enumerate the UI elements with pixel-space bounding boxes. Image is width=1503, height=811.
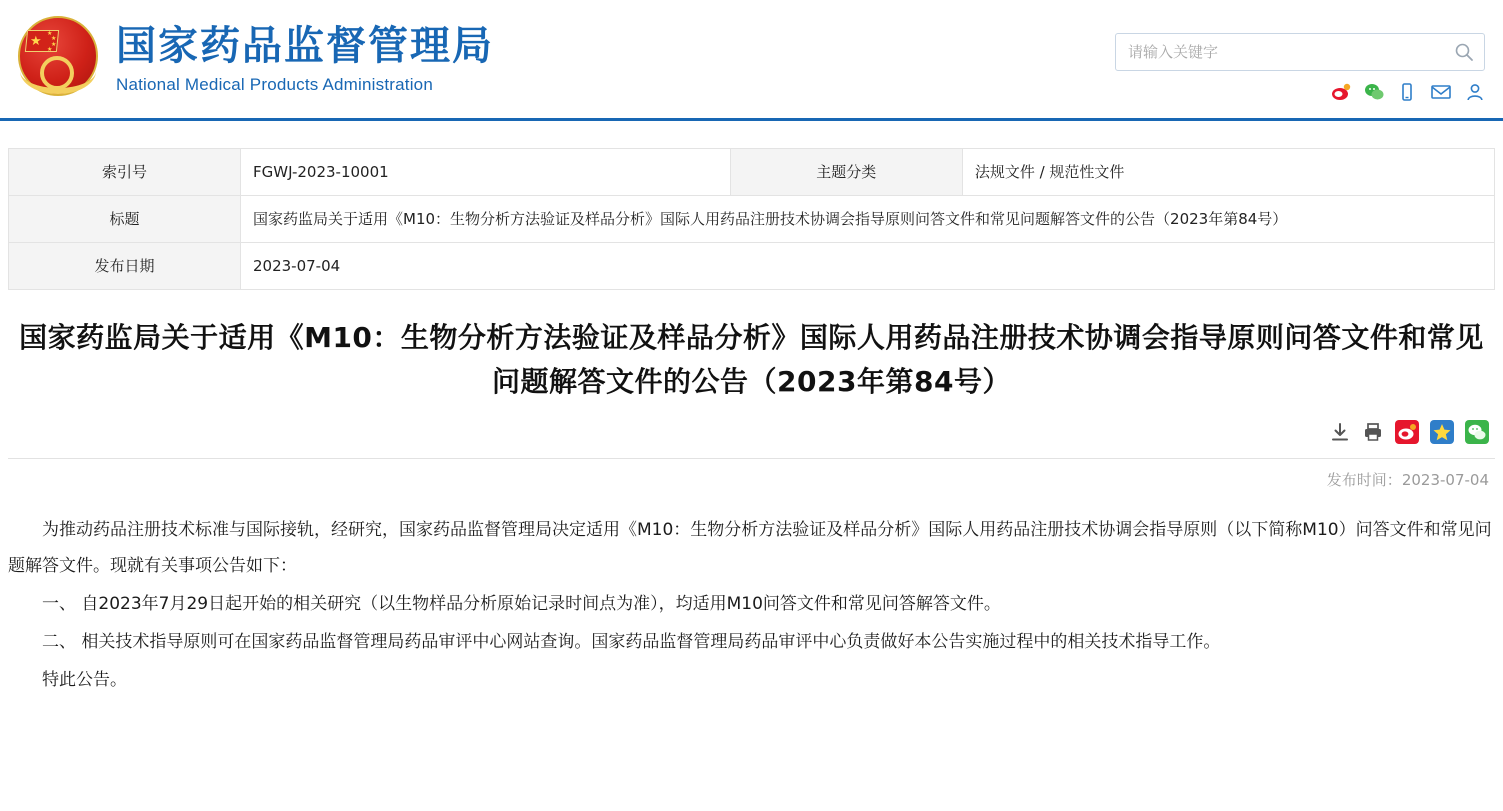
national-emblem-icon: ★ ★ ★ ★ ★ (14, 14, 102, 102)
meta-value-index: FGWJ-2023-10001 (241, 149, 731, 196)
favorite-star-icon[interactable] (1430, 420, 1454, 449)
search-icon[interactable] (1444, 42, 1484, 62)
publish-time-label: 发布时间： (1326, 471, 1402, 489)
table-row (9, 149, 1495, 196)
user-icon[interactable] (1465, 82, 1485, 107)
article-tools (0, 404, 1503, 449)
org-name-cn: 国家药品监督管理局 (116, 23, 494, 69)
org-name-en: National Medical Products Administration (116, 75, 433, 94)
meta-label-index: 索引号 (9, 149, 241, 196)
print-icon[interactable] (1362, 421, 1384, 448)
article-body (0, 490, 1503, 698)
mail-icon[interactable] (1430, 82, 1452, 107)
article-paragraph: 二、 相关技术指导原则可在国家药品监督管理局药品审评中心网站查询。国家药品监督管理局药品审评中心负责做好本公告实施过程中的相关技术指导工作。 (42, 632, 1221, 652)
wechat-icon[interactable] (1364, 82, 1384, 107)
weibo-icon[interactable] (1331, 82, 1351, 107)
publish-time-value: 2023-07-04 (1401, 471, 1489, 489)
meta-label-title: 标题 (9, 196, 241, 243)
social-links (1331, 82, 1485, 107)
page-title: 国家药监局关于适用《M10：生物分析方法验证及样品分析》国际人用药品注册技术协调会指导原则问答文件和常见问题解答文件的公告（2023年第84号） (19, 321, 1484, 398)
table-row (9, 243, 1495, 290)
table-row (9, 196, 1495, 243)
meta-table (8, 148, 1495, 290)
site-brand[interactable] (14, 14, 494, 102)
meta-value-title: 国家药监局关于适用《M10：生物分析方法验证及样品分析》国际人用药品注册技术协调会指导原则问答文件和常见问题解答文件的公告（2023年第84号） (241, 196, 1495, 243)
meta-label-category: 主题分类 (730, 149, 962, 196)
meta-value-category: 法规文件 / 规范性文件 (962, 149, 1494, 196)
article-paragraph: 特此公告。 (42, 670, 127, 690)
site-header (0, 0, 1503, 121)
meta-value-date: 2023-07-04 (241, 243, 1495, 290)
wechat-share-icon[interactable] (1465, 420, 1489, 449)
weibo-share-icon[interactable] (1395, 420, 1419, 449)
publish-time (8, 458, 1495, 490)
search-input[interactable] (1116, 34, 1444, 70)
article-paragraph: 为推动药品注册技术标准与国际接轨，经研究，国家药品监督管理局决定适用《M10：生物分析方法验证及样品分析》国际人用药品注册技术协调会指导原则（以下简称M10）问答文件和常见问题解答文件。现就有关事项公告如下： (8, 520, 1492, 576)
download-icon[interactable] (1329, 421, 1351, 448)
article-paragraph: 一、 自2023年7月29日起开始的相关研究（以生物样品分析原始记录时间点为准），均适用M10问答文件和常见问答解答文件。 (42, 594, 1001, 614)
meta-label-date: 发布日期 (9, 243, 241, 290)
mobile-icon[interactable] (1397, 82, 1417, 107)
search-box[interactable] (1115, 33, 1485, 71)
document-meta (0, 121, 1503, 290)
